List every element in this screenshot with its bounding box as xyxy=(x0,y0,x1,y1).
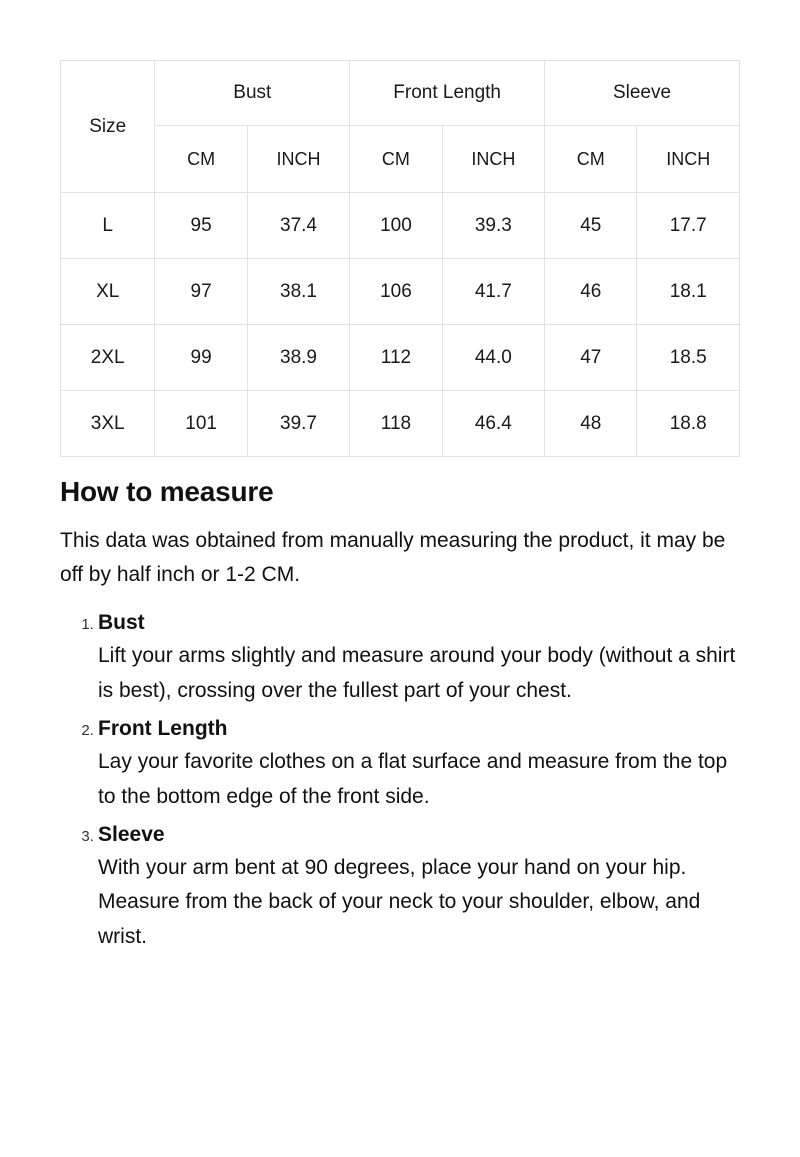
cell-size: XL xyxy=(61,259,155,325)
table-header xyxy=(61,61,740,193)
column-header-front-length-inch: INCH xyxy=(442,126,544,193)
step-body-bust: Lift your arms slightly and measure around your body (without a shirt is best), crossing over the fullest part of your chest. xyxy=(98,644,736,703)
column-header-size: Size xyxy=(61,61,155,193)
cell-front-length-inch: 44.0 xyxy=(442,325,544,391)
cell-front-length-inch: 39.3 xyxy=(442,193,544,259)
cell-front-length-inch: 41.7 xyxy=(442,259,544,325)
cell-front-length-cm: 100 xyxy=(350,193,442,259)
cell-sleeve-cm: 45 xyxy=(545,193,637,259)
column-header-bust-cm: CM xyxy=(155,126,247,193)
step-title-bust: 1. Bust xyxy=(98,611,145,635)
section-title: How to measure xyxy=(60,476,274,507)
step-body-front-length: Lay your favorite clothes on a flat surface and measure from the top to the bottom edge of the front side. xyxy=(98,749,728,808)
size-chart-table-container xyxy=(60,60,740,457)
table-row xyxy=(61,193,740,259)
cell-front-length-cm: 118 xyxy=(350,391,442,457)
cell-size: L xyxy=(61,193,155,259)
list-item xyxy=(98,717,748,815)
column-group-sleeve: Sleeve xyxy=(545,61,740,126)
cell-bust-cm: 97 xyxy=(155,259,247,325)
cell-bust-cm: 99 xyxy=(155,325,247,391)
cell-sleeve-inch: 17.7 xyxy=(637,193,740,259)
how-to-measure-section xyxy=(60,476,748,965)
cell-front-length-cm: 106 xyxy=(350,259,442,325)
step-title-sleeve: 3. Sleeve xyxy=(98,822,165,846)
step-title-front-length: 2. Front Length xyxy=(98,716,228,740)
cell-sleeve-cm: 48 xyxy=(545,391,637,457)
list-item xyxy=(98,823,748,956)
column-header-front-length-cm: CM xyxy=(350,126,442,193)
cell-bust-cm: 95 xyxy=(155,193,247,259)
column-header-sleeve-cm: CM xyxy=(545,126,637,193)
step-body-sleeve: With your arm bent at 90 degrees, place your hand on your hip. Measure from the back of your neck to your shoulder, elbow, and wrist. xyxy=(98,855,701,949)
cell-sleeve-cm: 46 xyxy=(545,259,637,325)
section-intro-text: This data was obtained from manually measuring the product, it may be off by half inch or 1-2 CM. xyxy=(60,529,726,586)
cell-front-length-cm: 112 xyxy=(350,325,442,391)
column-group-bust: Bust xyxy=(155,61,350,126)
table-row xyxy=(61,325,740,391)
table-header-row-units xyxy=(61,126,740,193)
cell-sleeve-cm: 47 xyxy=(545,325,637,391)
column-header-sleeve-inch: INCH xyxy=(637,126,740,193)
cell-bust-inch: 37.4 xyxy=(247,193,349,259)
cell-bust-inch: 38.1 xyxy=(247,259,349,325)
cell-size: 2XL xyxy=(61,325,155,391)
list-item xyxy=(98,611,748,709)
cell-size: 3XL xyxy=(61,391,155,457)
column-group-front-length: Front Length xyxy=(350,61,545,126)
table-body xyxy=(61,193,740,457)
cell-sleeve-inch: 18.8 xyxy=(637,391,740,457)
table-row xyxy=(61,391,740,457)
column-header-bust-inch: INCH xyxy=(247,126,349,193)
table-row xyxy=(61,259,740,325)
cell-bust-cm: 101 xyxy=(155,391,247,457)
size-chart-table xyxy=(60,60,740,457)
cell-front-length-inch: 46.4 xyxy=(442,391,544,457)
cell-bust-inch: 39.7 xyxy=(247,391,349,457)
cell-sleeve-inch: 18.5 xyxy=(637,325,740,391)
cell-sleeve-inch: 18.1 xyxy=(637,259,740,325)
table-header-row-groups xyxy=(61,61,740,126)
cell-bust-inch: 38.9 xyxy=(247,325,349,391)
measure-steps-list xyxy=(60,611,748,955)
